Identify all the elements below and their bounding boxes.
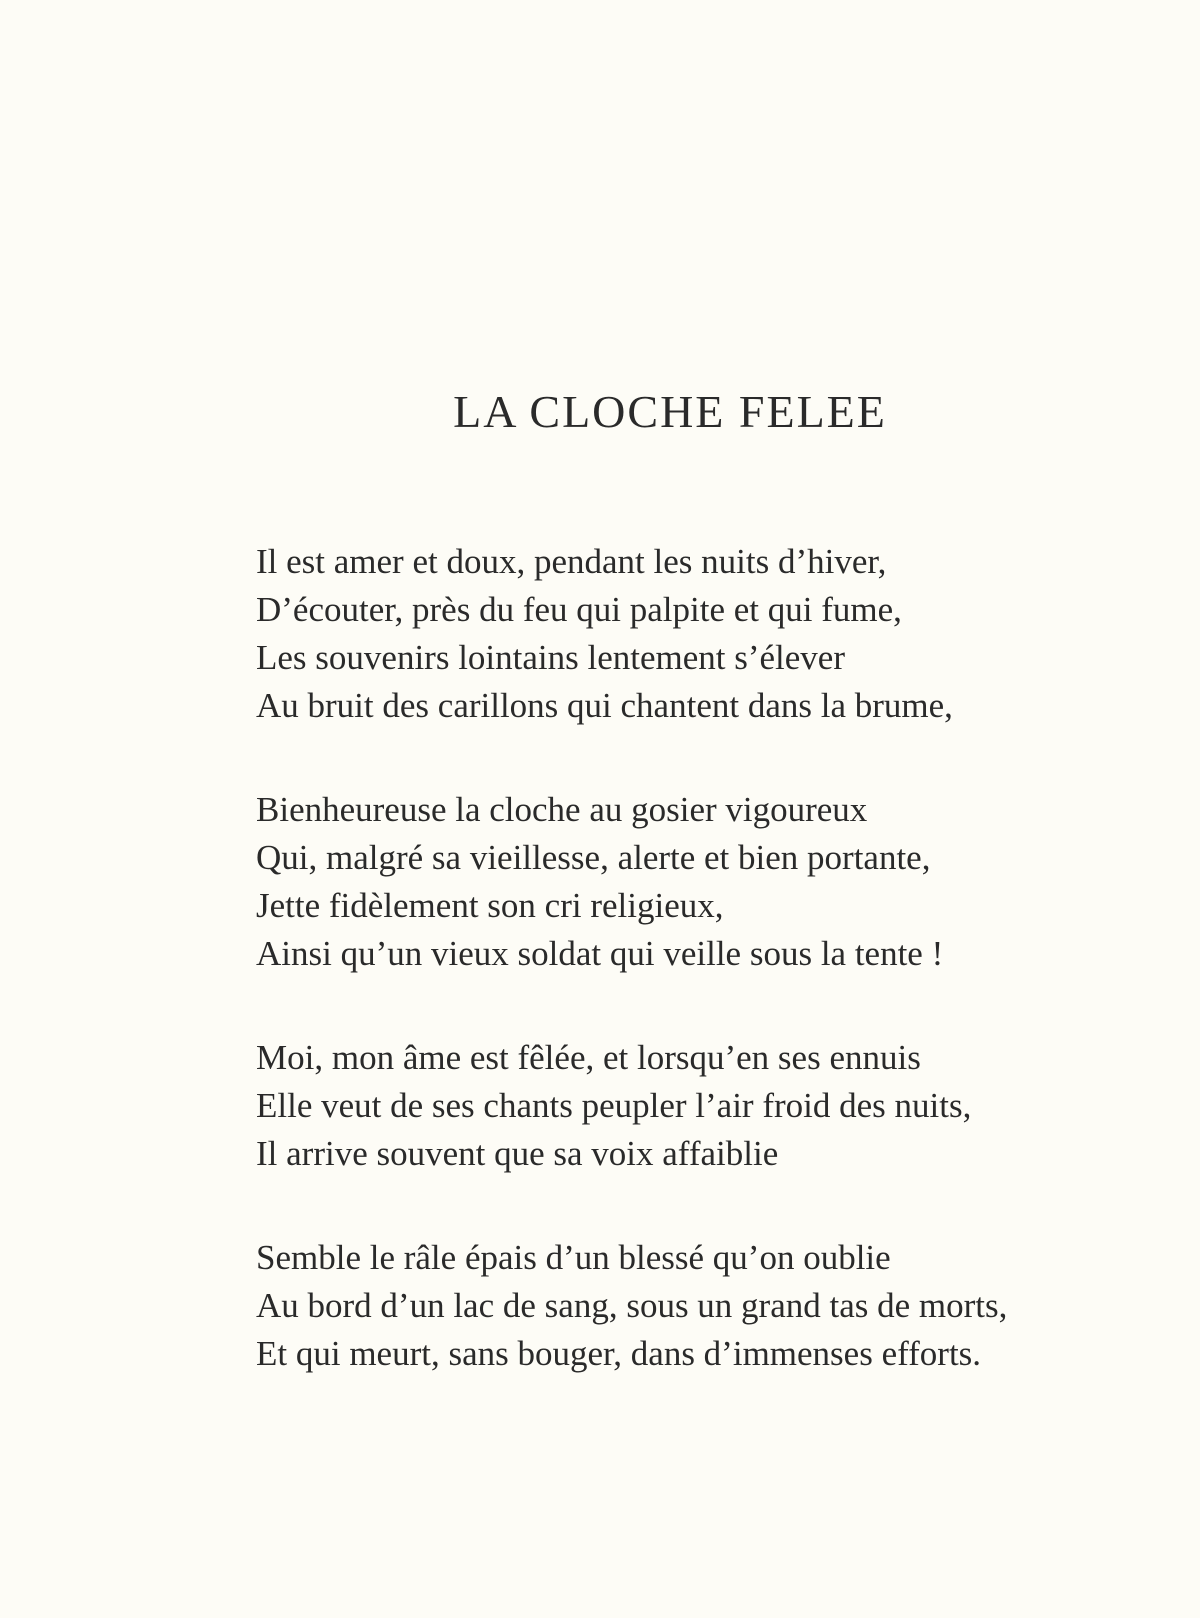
poem-line: Semble le râle épais d’un blessé qu’on oublie xyxy=(256,1238,891,1277)
poem-line: Et qui meurt, sans bouger, dans d’immenses efforts. xyxy=(256,1334,982,1373)
stanza-2 xyxy=(256,786,1056,978)
poem-line: Bienheureuse la cloche au gosier vigoureux xyxy=(256,790,868,829)
poem-line: Au bord d’un lac de sang, sous un grand tas de morts, xyxy=(256,1286,1008,1325)
stanza-1 xyxy=(256,538,1056,730)
poem-line: Au bruit des carillons qui chantent dans la brume, xyxy=(256,686,953,725)
stanza-3 xyxy=(256,1034,1056,1178)
poem-line: Les souvenirs lointains lentement s’élever xyxy=(256,638,846,677)
poem-line: Jette fidèlement son cri religieux, xyxy=(256,886,724,925)
poem-line: Ainsi qu’un vieux soldat qui veille sous la tente ! xyxy=(256,934,944,973)
poem-body xyxy=(256,538,1056,1434)
poem-line: D’écouter, près du feu qui palpite et qui fume, xyxy=(256,590,902,629)
poem-line: Il est amer et doux, pendant les nuits d’hiver, xyxy=(256,542,887,581)
stanza-4 xyxy=(256,1234,1056,1378)
poem-line: Elle veut de ses chants peupler l’air froid des nuits, xyxy=(256,1086,972,1125)
poem-line: Il arrive souvent que sa voix affaiblie xyxy=(256,1134,779,1173)
poem-title: LA CLOCHE FELEE xyxy=(453,385,887,437)
poem-line: Qui, malgré sa vieillesse, alerte et bien portante, xyxy=(256,838,931,877)
poem-line: Moi, mon âme est fêlée, et lorsqu’en ses ennuis xyxy=(256,1038,921,1077)
